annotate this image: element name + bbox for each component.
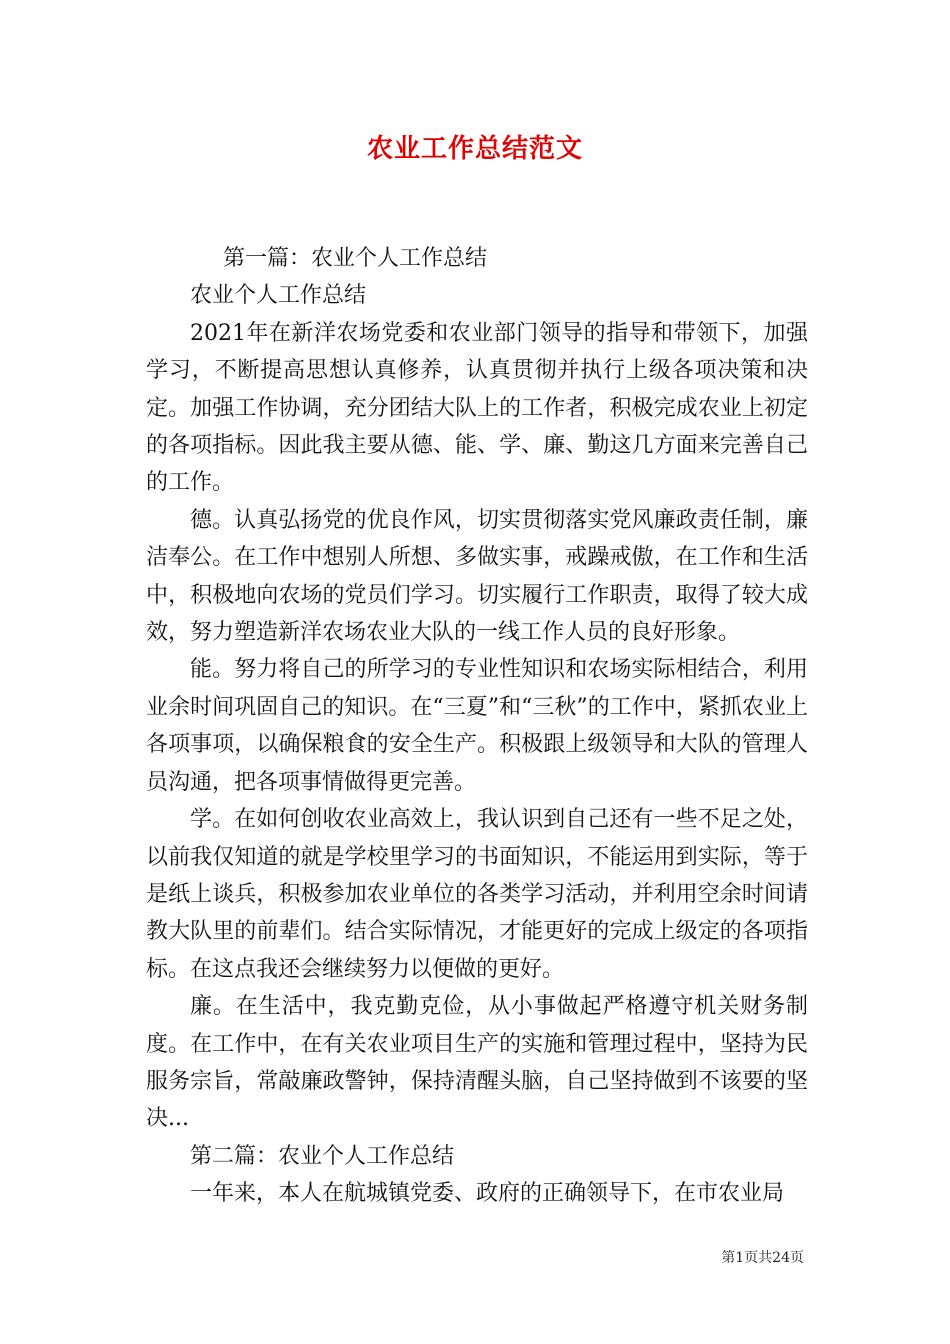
document-body	[146, 240, 808, 1213]
paragraph-neng: 能。努力将自己的所学习的专业性知识和农场实际相结合，利用业余时间巩固自己的知识。在“三夏”和“三秋”的工作中，紧抓农业上各项事项，以确保粮食的安全生产。积极跟上级领导和大队的管理人员沟通，把各项事情做得更完善。	[146, 657, 808, 795]
paragraph-section2: 一年来，本人在航城镇党委、政府的正确领导下，在市农业局	[190, 1181, 785, 1207]
paragraph-de: 德。认真弘扬党的优良作风，切实贯彻落实党风廉政责任制，廉洁奉公。在工作中想别人所想、多做实事，戒躁戒傲，在工作和生活中，积极地向农场的党员们学习。切实履行工作职责，取得了较大成效，努力塑造新洋农场农业大队的一线工作人员的良好形象。	[146, 507, 808, 646]
section-heading-1: 第一篇：农业个人工作总结	[223, 246, 488, 271]
section-heading-2: 第二篇：农业个人工作总结	[190, 1143, 455, 1169]
paragraph-xue: 学。在如何创收农业高效上，我认识到自己还有一些不足之处，以前我仅知道的就是学校里学习的书面知识，不能运用到实际，等于是纸上谈兵，积极参加农业单位的各类学习活动，并利用空余时间请教大队里的前辈们。结合实际情况，才能更好的完成上级定的各项指标。在这点我还会继续努力以便做的更好。	[146, 807, 808, 982]
page-title: 农业工作总结范文	[366, 134, 583, 164]
paragraph-intro: 2021年在新洋农场党委和农业部门领导的指导和带领下，加强学习，不断提高思想认真修养，认真贯彻并执行上级各项决策和决定。加强工作协调，充分团结大队上的工作者，积极完成农业上初定的各项指标。因此我主要从德、能、学、廉、勤这几方面来完善自己的工作。	[146, 320, 808, 496]
paragraph-lian: 廉。在生活中，我克勤克俭，从小事做起严格遵守机关财务制度。在工作中，在有关农业项目生产的实施和管理过程中，坚持为民服务宗旨，常敲廉政警钟，保持清醒头脑，自己坚持做到不该要的坚决...	[146, 994, 808, 1132]
page-number: 第1页共24页	[721, 1250, 804, 1266]
subheading: 农业个人工作总结	[190, 283, 367, 309]
